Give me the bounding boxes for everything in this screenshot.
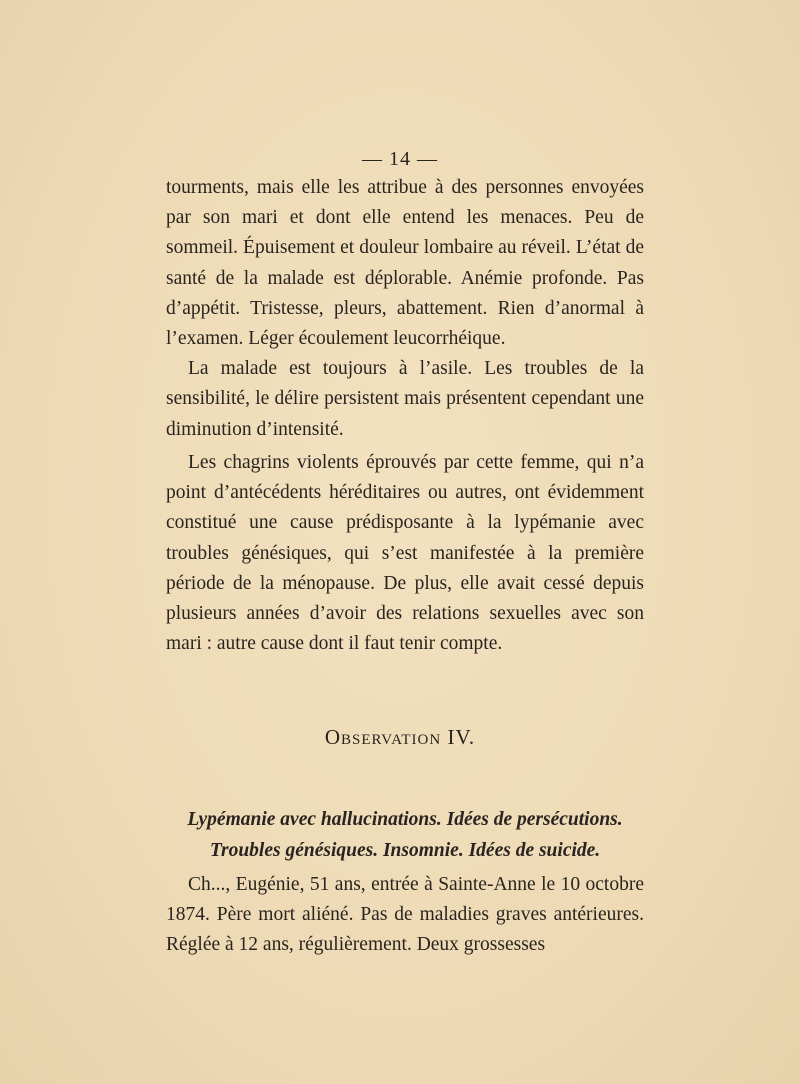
text-block-case xyxy=(166,870,644,961)
observation-subtitle-line-1: Lypémanie avec hallucinations. Idées de persécutions. xyxy=(187,809,623,830)
text-block-continuation xyxy=(166,173,644,445)
observation-subtitle-line-2: Troubles génésiques. Insomnie. Idées de suicide. xyxy=(209,840,601,861)
paragraph-continuation: tourments, mais elle les attribue à des personnes envoyées par son mari et dont elle entend les menaces. Peu de sommeil. Épuisement et douleur lombaire au réveil. L’état de santé de la malade est déplorable. Anémie profonde. Pas d’appétit. Tristesse, pleurs, abattement. Rien d’anormal à l’examen. Léger écoulement leucorrhéique. xyxy=(166,177,644,350)
paragraph-asylum-status: La malade est toujours à l’asile. Les troubles de la sensibilité, le délire persistent mais présentent cependant une diminution d’intensité. xyxy=(166,358,644,440)
paragraph-case-intro: Ch..., Eugénie, 51 ans, entrée à Sainte-Anne le 10 octobre 1874. Père mort aliéné. Pas de maladies graves antérieures. Réglée à 12 ans, régulièrement. Deux grossesses xyxy=(166,874,644,956)
page-number: — 14 — xyxy=(362,148,438,170)
text-block-commentary xyxy=(166,448,644,659)
observation-subtitle xyxy=(166,804,644,866)
paragraph-commentary: Les chagrins violents éprouvés par cette femme, qui n’a point d’antécédents héréditaires ou autres, ont évidemment constitué une cause prédisposante à la lypémanie avec troubles génésiques, qui s’est manifestée à la première période de la ménopause. De plus, elle avait cessé depuis plusieurs années d’avoir des relations sexuelles avec son mari : autre cause dont il faut tenir compte. xyxy=(166,452,644,655)
observation-heading: Observation IV. xyxy=(324,725,476,749)
